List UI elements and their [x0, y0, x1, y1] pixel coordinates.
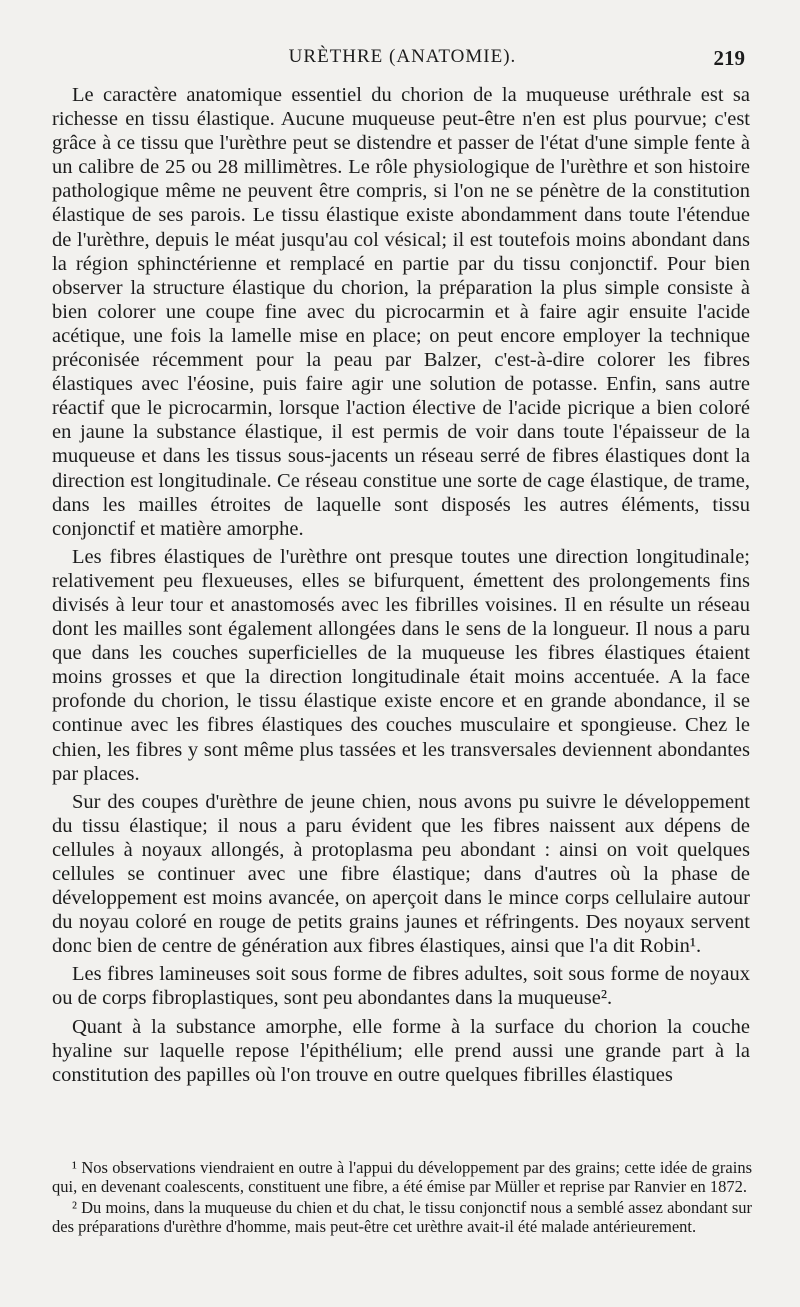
footnotes [52, 1158, 752, 1238]
body-text [52, 83, 750, 1091]
paragraph-elastic-tissue: Le caractère anatomique essentiel du chorion de la muqueuse uréthrale est sa richesse en tissu élastique. Aucune muqueuse peut-être n'en est plus pourvue; c'est grâce à ce tissu que l'urèthre peut se distendre et passer de l'état d'une simple fente à un calibre de 25 ou 28 millimètres. Le rôle physiologique de l'urèthre et son histoire pathologique même ne peuvent être compris, si l'on ne se pénètre de la constitution élastique de ses parois. Le tissu élastique existe abondamment dans toute l'étendue de l'urèthre, depuis le méat jusqu'au col vésical; il est toutefois moins abondant dans la région sphinctérienne et remplacé en partie par du tissu conjonctif. Pour bien observer la structure élastique du chorion, la préparation la plus simple consiste à bien colorer une coupe fine avec du picrocarmin et à faire agir ensuite l'acide acétique, une fois la lamelle mise en place; on peut encore employer la technique préconisée récemment pour la peau par Balzer, c'est-à-dire colorer les fibres élastiques avec l'éosine, puis faire agir une solution de potasse. Enfin, sans autre réactif que le picrocarmin, lorsque l'action élective de l'acide picrique a bien coloré en jaune la substance élastique, il est permis de voir dans toute l'épaisseur de la muqueuse et dans les tissus sous-jacents un réseau serré de fibres élastiques dont la direction est longitudinale. Ce réseau constitue une sorte de cage élastique, de trame, dans les mailles étroites de laquelle sont disposés les autres éléments, tissu conjonctif et matière amorphe. [52, 84, 750, 540]
paragraph-development: Sur des coupes d'urèthre de jeune chien, nous avons pu suivre le développement du tissu élastique; il nous a paru évident que les fibres naissent aux dépens de cellules à noyaux allongés, à protoplasma peu abondant : ainsi on voit quelques cellules se continuer avec une fibre élastique; dans d'autres où la phase de développement est moins avancée, on aperçoit dans le mince corps cellulaire autour du noyau coloré en rouge de petits grains jaunes et réfringents. Des noyaux servent donc bien de centre de génération aux fibres élastiques, ainsi que l'a dit Robin¹. [52, 790, 750, 958]
paragraph-laminous-fibres: Les fibres lamineuses soit sous forme de fibres adultes, soit sous forme de noyaux ou de corps fibroplastiques, sont peu abondantes dans la muqueuse². [52, 963, 750, 1010]
footnote-1: ¹ Nos observations viendraient en outre à l'appui du développement par des grains; cette idée de grains qui, en devenant coalescents, constituent une fibre, a été émise par Müller et reprise par Ranvier en 1872. [52, 1158, 752, 1196]
page-number: 219 [713, 46, 745, 70]
footnote-2: ² Du moins, dans la muqueuse du chien et du chat, le tissu conjonctif nous a semblé assez abondant sur des préparations d'urèthre d'homme, mais peut-être cet urèthre avait-il été malade antérieurement. [52, 1198, 752, 1236]
page-header [60, 46, 745, 76]
running-title: URÈTHRE (ANATOMIE). [288, 46, 517, 67]
paragraph-elastic-fibres: Les fibres élastiques de l'urèthre ont presque toutes une direction longitudinale; relativement peu flexueuses, elles se bifurquent, émettent des prolongements fins divisés à leur tour et anastomosés avec les fibrilles voisines. Il en résulte un réseau dont les mailles sont également allongées dans le sens de la longueur. Il nous a paru que dans les couches superficielles de la muqueuse les fibres élastiques étaient moins grosses et que la direction longitudinale était moins accentuée. A la face profonde du chorion, le tissu élastique existe encore et en grande abondance, il se continue avec les fibres élastiques des couches musculaire et spongieuse. Chez le chien, les fibres y sont même plus tassées et les transversales deviennent abondantes par places. [52, 545, 750, 785]
paragraph-amorphous-substance: Quant à la substance amorphe, elle forme à la surface du chorion la couche hyaline sur laquelle repose l'épithélium; elle prend aussi une grande part à la constitution des papilles où l'on trouve en outre quelques fibrilles élastiques [52, 1015, 750, 1086]
